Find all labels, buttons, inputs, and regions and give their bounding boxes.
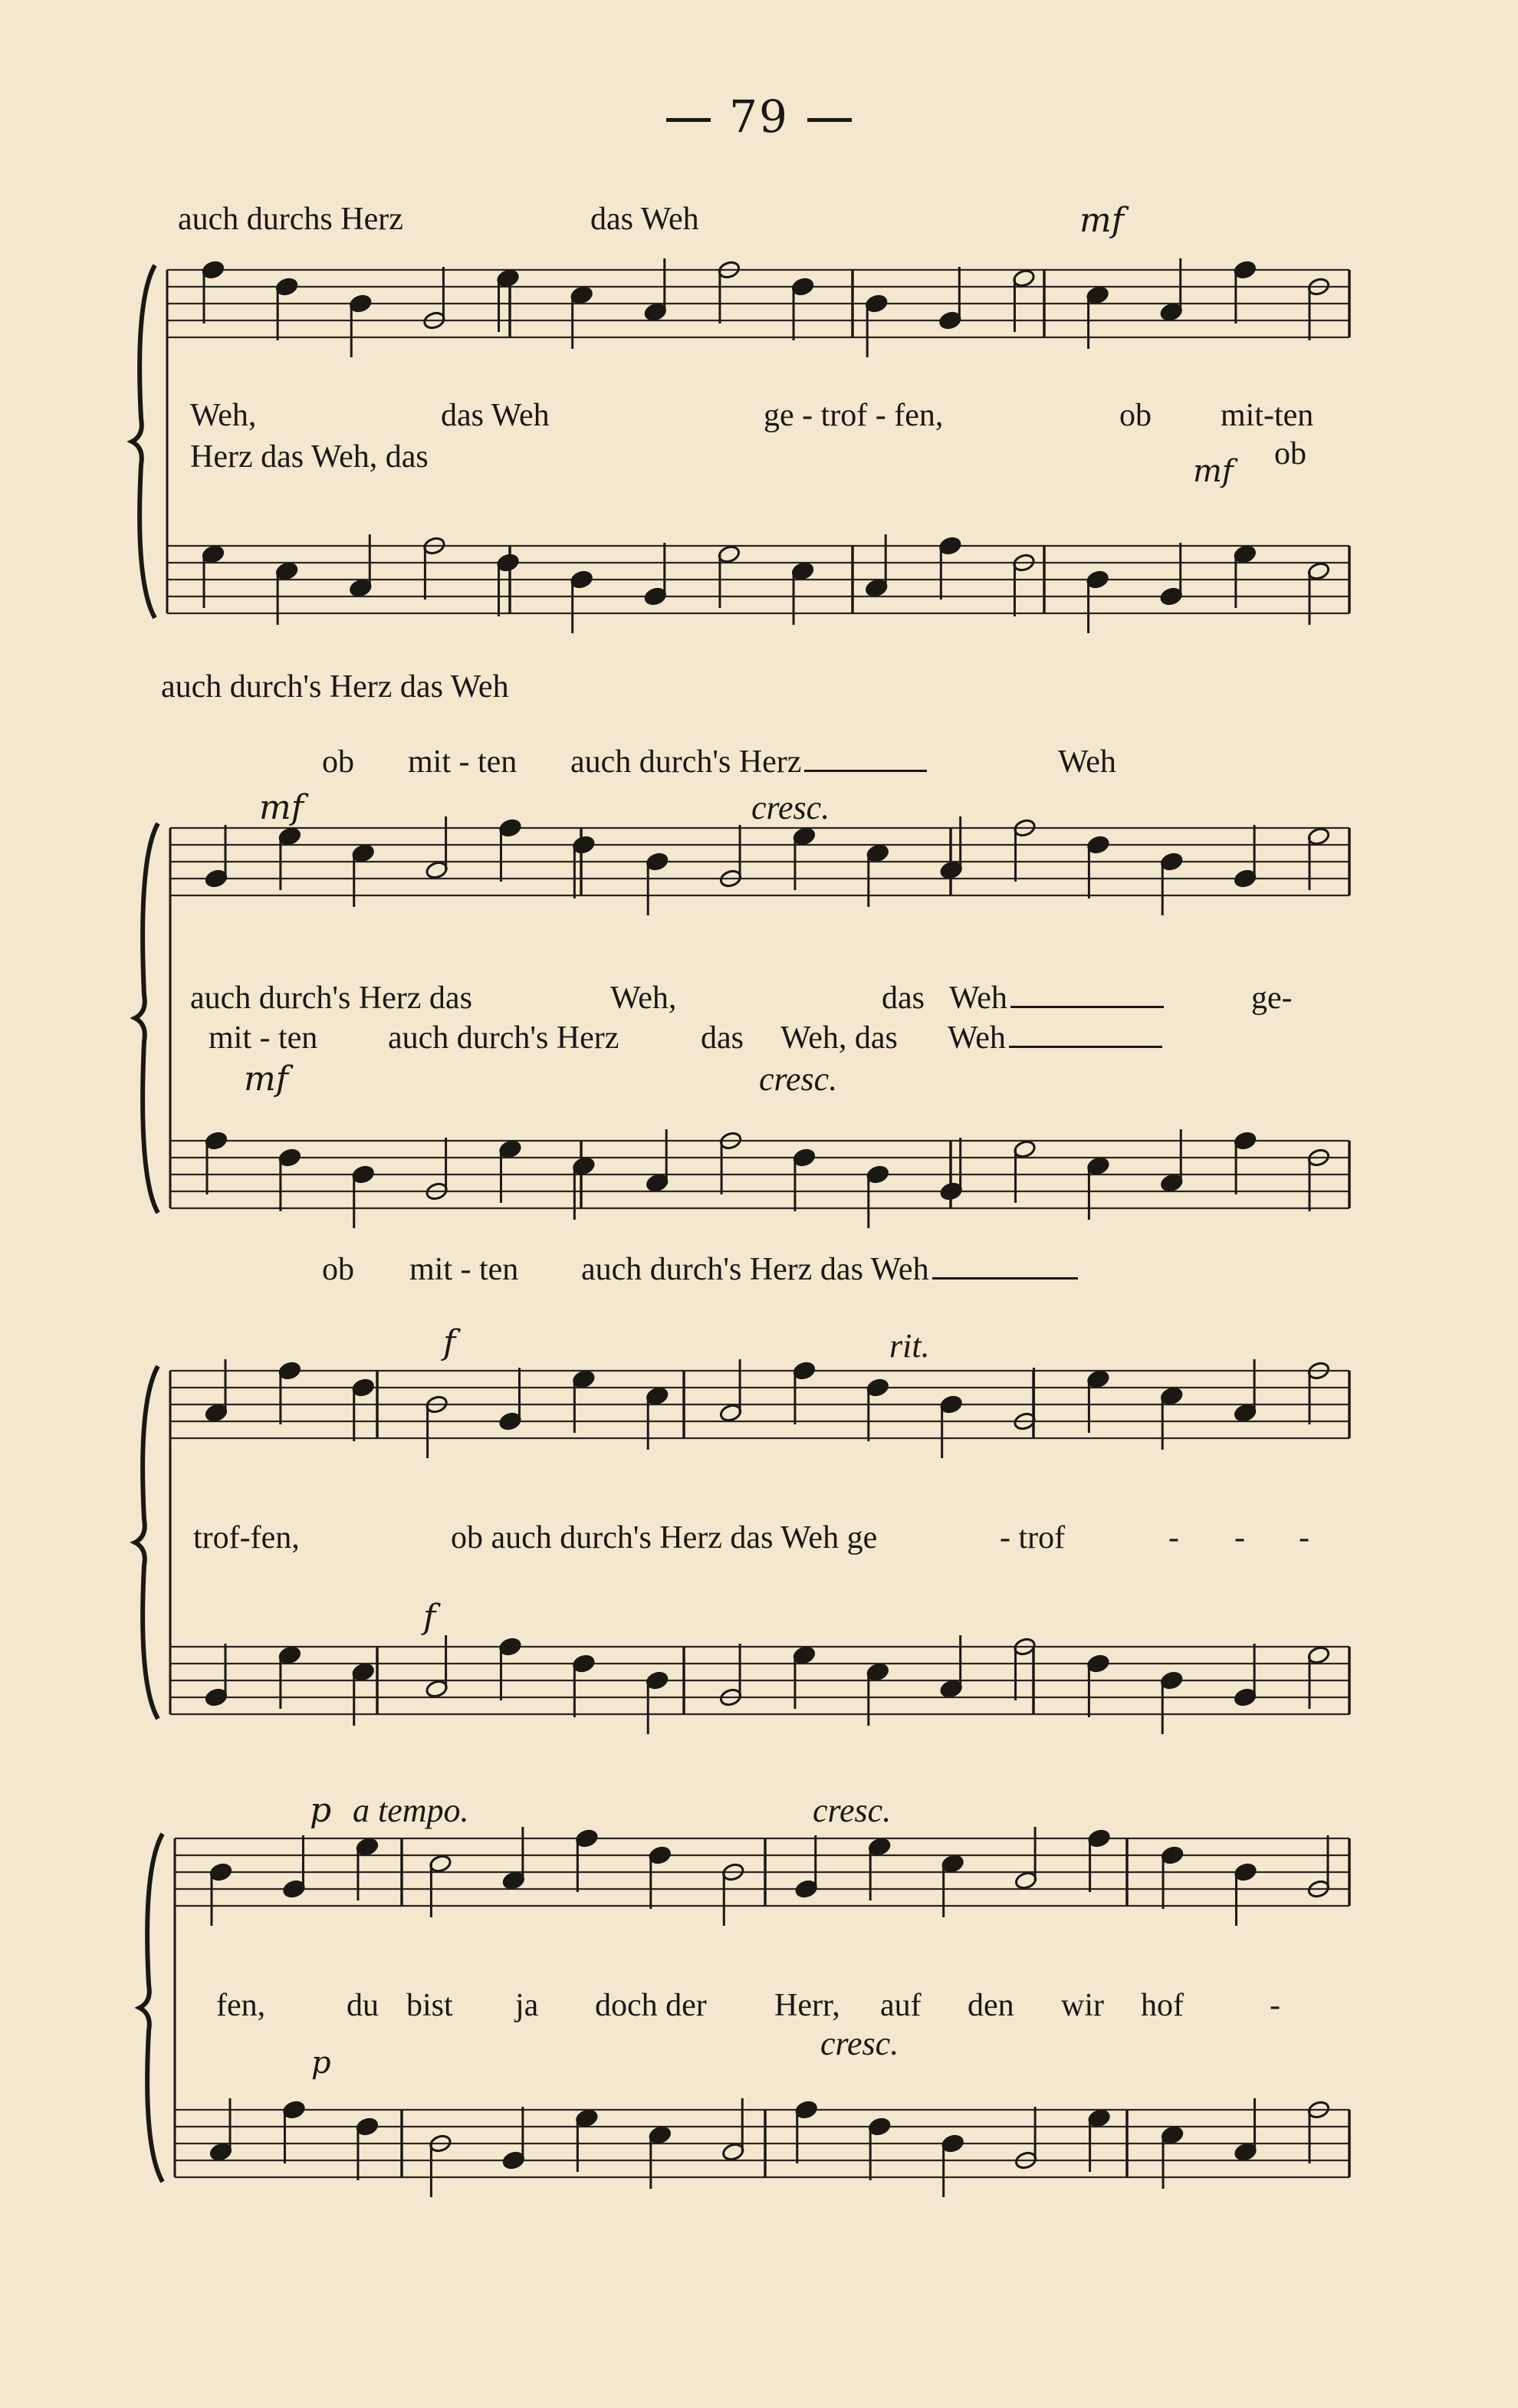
lyric-s4-7: auf bbox=[880, 1988, 922, 2023]
dynamic-s4-cresc: cresc. bbox=[813, 1792, 892, 1829]
dynamic-s2-mid-cresc: cresc. bbox=[759, 1060, 838, 1098]
brace bbox=[132, 265, 155, 618]
lyric-s3-4: - bbox=[1168, 1520, 1179, 1556]
lyric-s2-lower-3: auch durch's Herz das Weh bbox=[581, 1251, 1078, 1288]
lyric-s2-lower-1: ob bbox=[322, 1252, 354, 1287]
page-number: 79 bbox=[0, 90, 1518, 143]
brace bbox=[140, 1834, 163, 2182]
lyric-s4-8: den bbox=[968, 1988, 1014, 2023]
lyric-s2-mid1-5: ge- bbox=[1251, 981, 1293, 1016]
lyric-s2-mid2-3: das bbox=[701, 1020, 744, 1056]
lyric-s1-mid1-5: mit-ten bbox=[1221, 398, 1314, 433]
lyric-s4-5: doch der bbox=[595, 1988, 707, 2023]
lyric-s2-mid1-3: das bbox=[882, 981, 925, 1016]
lyric-s1-mid1-3: ge - trof - fen, bbox=[764, 398, 944, 433]
staff-lines bbox=[167, 270, 1349, 2177]
lyric-s2-mid2-1: mit - ten bbox=[209, 1020, 318, 1056]
dynamic-s3-mid-f: f bbox=[423, 1598, 436, 1637]
dynamic-s3-f: f bbox=[443, 1323, 456, 1362]
lyric-s4-10: hof bbox=[1141, 1988, 1184, 2023]
lyric-s1-mid1-4: ob bbox=[1119, 398, 1152, 433]
dynamic-s4-p: p bbox=[310, 1791, 332, 1830]
brace bbox=[135, 1366, 158, 1719]
lyric-s1-mid2-2: ob bbox=[1274, 436, 1306, 471]
dynamic-s4-mid-p: p bbox=[311, 2045, 331, 2081]
lyric-s4-1: fen, bbox=[216, 1988, 266, 2023]
lyric-s1-upper-2: das Weh bbox=[590, 202, 699, 237]
dynamic-s4-atempo: a tempo. bbox=[353, 1792, 469, 1829]
lyric-s1-upper-1: auch durchs Herz bbox=[178, 202, 403, 237]
lyric-s2-lower-2: mit - ten bbox=[409, 1252, 519, 1287]
lyric-s2-upper-3: auch durch's Herz bbox=[570, 744, 927, 780]
lyric-s2-mid2-2: auch durch's Herz bbox=[388, 1020, 619, 1056]
lyric-s1-mid1-1: Weh, bbox=[190, 398, 257, 433]
lyric-s2-mid1-1: auch durch's Herz das bbox=[190, 981, 472, 1016]
dynamic-s2-cresc: cresc. bbox=[751, 789, 830, 826]
lyric-s4-9: wir bbox=[1061, 1988, 1104, 2023]
lyric-s1-mid2-1: Herz das Weh, das bbox=[190, 439, 429, 475]
lyric-s3-6: - bbox=[1299, 1520, 1309, 1556]
system-braces bbox=[132, 265, 163, 2182]
dynamic-s3-rit: rit. bbox=[889, 1327, 930, 1365]
lyric-s2-mid1-2: Weh, bbox=[610, 981, 677, 1016]
dynamic-s1-top: mf bbox=[1079, 201, 1125, 240]
barlines bbox=[167, 270, 1349, 2177]
dynamic-s2-mid-mf: mf bbox=[244, 1059, 289, 1099]
lyric-s3-3: - trof bbox=[1000, 1520, 1066, 1556]
dynamic-s2-mf: mf bbox=[259, 788, 304, 827]
lyric-s2-upper-2: mit - ten bbox=[408, 744, 518, 780]
lyric-s4-3: bist bbox=[406, 1988, 453, 2023]
brace bbox=[135, 823, 158, 1213]
lyric-s4-11: - bbox=[1270, 1988, 1280, 2023]
lyric-s2-mid1-4: Weh bbox=[949, 980, 1164, 1017]
lyric-s1-lower-1: auch durch's Herz das Weh bbox=[161, 669, 509, 705]
dynamic-s1-mid: mf bbox=[1193, 454, 1234, 489]
lyric-s4-2: du bbox=[347, 1988, 379, 2023]
lyric-s2-mid2-5: Weh bbox=[948, 1020, 1162, 1056]
lyric-s4-4: ja bbox=[515, 1988, 539, 2023]
lyric-s3-1: trof-fen, bbox=[193, 1520, 300, 1556]
lyric-s2-upper-4: Weh bbox=[1058, 744, 1116, 780]
lyric-s2-upper-1: ob bbox=[322, 744, 354, 780]
dynamic-s4-mid-cresc: cresc. bbox=[820, 2025, 899, 2062]
lyric-s2-mid2-4: Weh, das bbox=[780, 1020, 898, 1056]
lyric-s3-5: - bbox=[1234, 1520, 1245, 1556]
lyric-s3-2: ob auch durch's Herz das Weh ge bbox=[451, 1520, 878, 1556]
lyric-s1-mid1-2: das Weh bbox=[441, 398, 550, 433]
lyric-s4-6: Herr, bbox=[774, 1988, 840, 2023]
